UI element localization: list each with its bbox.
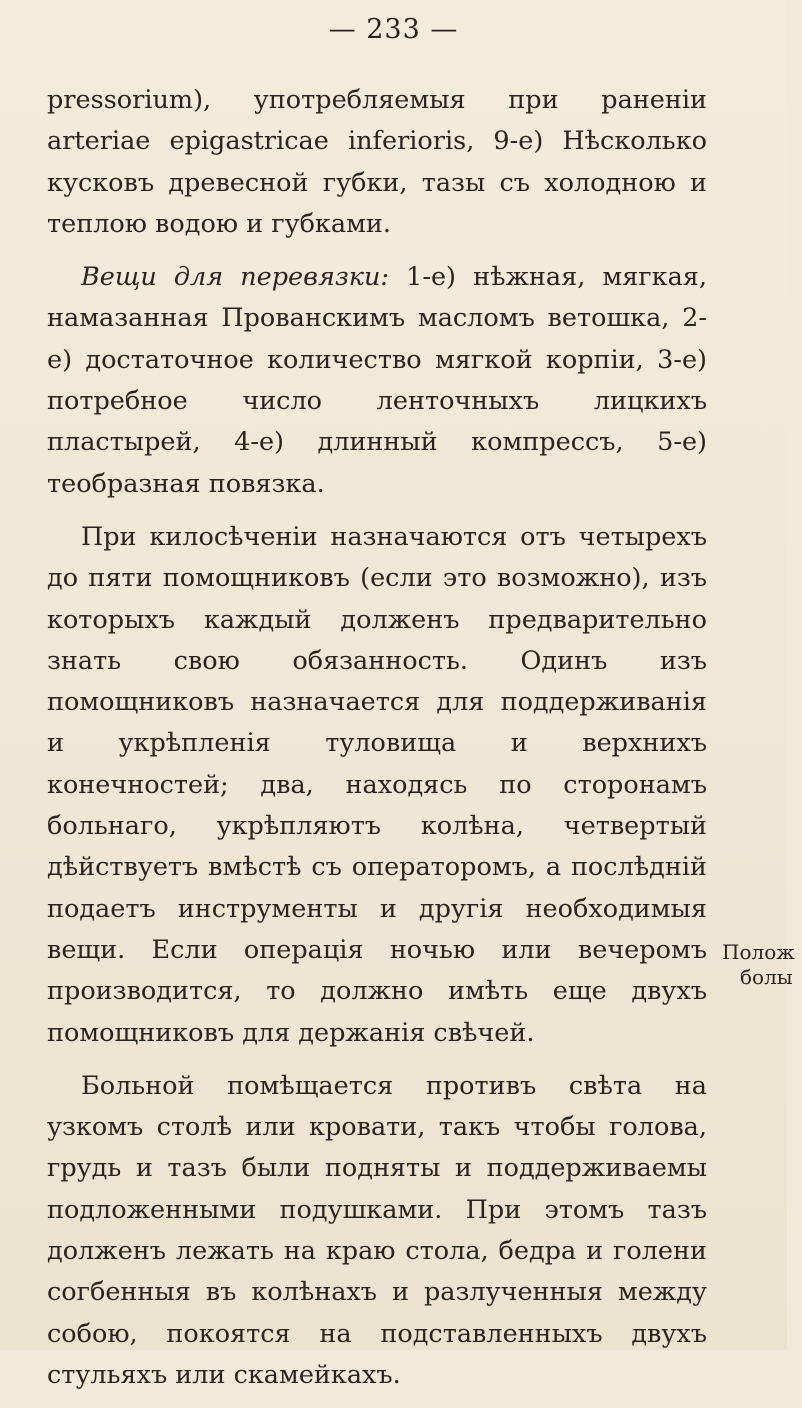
- body-text: [47, 80, 707, 1408]
- paragraph-2-rest: 1-е) нѣжная, мягкая, намазанная Прованскимъ масломъ ветошка, 2-е) достаточное количество мягкой корпіи, 3-е) потребное число ленточныхъ лицкихъ пластырей, 4-е) длинный компрессъ, 5-е) теобразная повязка.: [47, 262, 707, 499]
- paragraph-1: pressorium), употребляемыя при раненіи arteriae epigastricae inferioris, 9-е) Нѣсколько кусковъ древесной губки, тазы съ холодною и теплою водою и губками.: [47, 85, 707, 239]
- margin-note-line-1: Полож: [722, 940, 795, 964]
- paragraph-3: При килосѣченіи назначаются отъ четырехъ до пяти помощниковъ (если это возможно), изъ которыхъ каждый долженъ предварительно знать свою обязанность. Одинъ изъ помощниковъ назначается для поддерживанія и укрѣпленія туловища и верхнихъ конечностей; два, находясь по сторонамъ больнаго, укрѣпляютъ колѣна, четвертый дѣйствуетъ вмѣстѣ съ операторомъ, а послѣдній подаетъ инструменты и другія необходимыя вещи. Если операція ночью или вечеромъ производится, то должно имѣть еще двухъ помощниковъ для держанія свѣчей.: [47, 521, 707, 1048]
- margin-note-line-2: болы: [740, 965, 793, 989]
- page-number: — 233 —: [328, 14, 459, 45]
- paragraph-2: [47, 257, 707, 505]
- paragraph-2-lead: Вещи для перевязки:: [81, 262, 390, 293]
- paragraph-4: Больной помѣщается противъ свѣта на узкомъ столѣ или кровати, такъ чтобы голова, грудь и тазъ были подняты и поддерживаемы подложенными подушками. При этомъ тазъ долженъ лежать на краю стола, бедра и голени согбенныя въ колѣнахъ и разлученныя между собою, покоятся на подставленныхъ двухъ стульяхъ или скамейкахъ.: [47, 1070, 707, 1390]
- margin-note: [722, 940, 802, 990]
